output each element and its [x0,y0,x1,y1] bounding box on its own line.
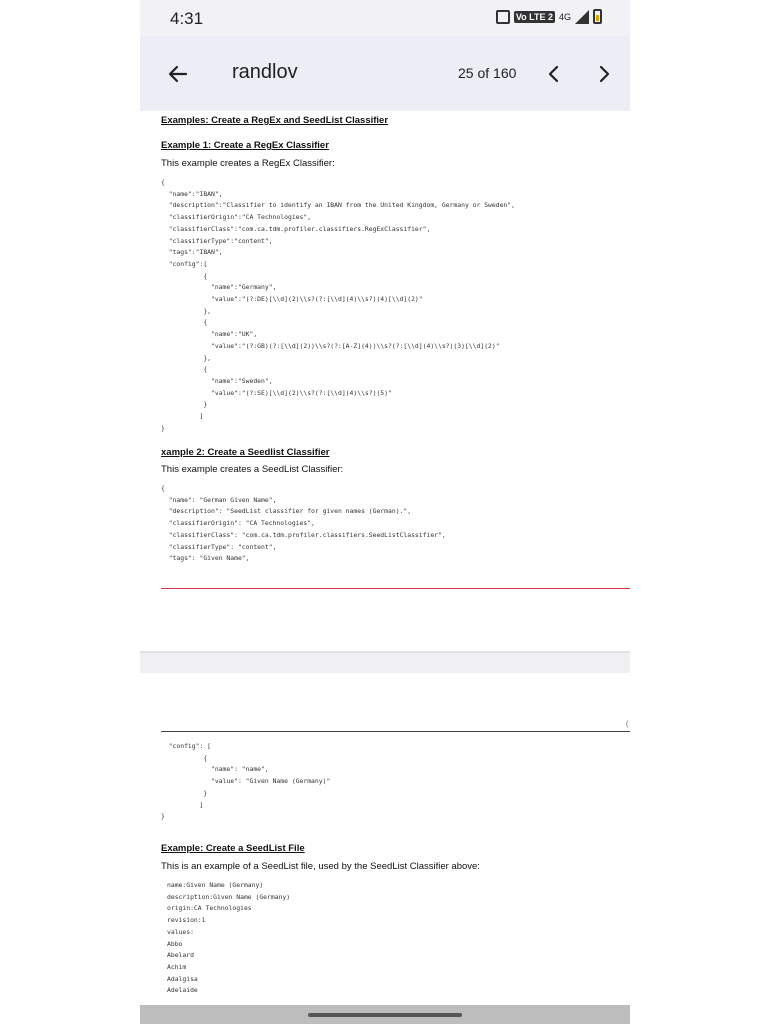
regex-classifier-code: { "name":"IBAN", "description":"Classifier to identify an IBAN from the United Kingdom, Germany or Sweden", "classifierOrigin":"CA Technologies", "classifierClass":"com.ca.tdm.profiler.classifiers.RegExClassifier", "classifierType":"content", "tags":"IBAN", "config":[ { "name":"Germany", "value":"(?:DE)[\\d](2)\\s?(?:[\\d](4)\\s?)(4)[\\d](2)" }, { "name":"UK", "value":"(?:GB)(?:[\\d](2))\\s?(?:[A-Z](4))\\s?(?:[\\d](4)\\s?)(3)[\\d](2)" }, { "name":"Sweden", "value":"(?:SE)[\\d](2)\\s?(?:[\\d](4)\\s?)(5)" } ] } [161,178,515,432]
section-heading: Examples: Create a RegEx and SeedList Classifier [161,115,389,126]
status-icons [496,9,602,24]
gesture-handle[interactable] [308,1013,462,1017]
arrow-left-icon [166,62,190,86]
previous-match-button[interactable] [538,58,570,90]
status-bar [140,0,630,36]
chevron-left-icon [544,64,564,84]
document-title: randlov [232,61,298,83]
app-bar [140,36,630,111]
example-1-description: This example creates a RegEx Classifier: [161,158,335,169]
seedlist-classifier-code-continued: "config": [ { "name": "name", "value": "Given Name (Germany)" } ] } [161,742,331,821]
document-page[interactable] [140,111,630,651]
battery-icon [593,9,602,24]
vibrate-icon [496,10,510,24]
navigation-bar [140,1005,630,1024]
example-2-description: This example creates a SeedList Classifier: [161,464,344,475]
page-footer-divider [161,588,630,589]
seedlist-classifier-code: { "name": "German Given Name", "description": "SeedList classifier for given names (German).", "classifierOrigin": "CA Technologies", "classifierClass": "com.ca.tdm.profiler.classifiers.SeedListClassifier", "classifierType": "content", "tags": "Given Name", [161,484,446,563]
page-gap [140,651,630,673]
chevron-right-icon [594,64,614,84]
next-match-button[interactable] [588,58,620,90]
network-type-label: 4G [558,11,571,22]
seedlist-file-heading: Example: Create a SeedList File [161,843,305,854]
status-time: 4:31 [170,9,204,28]
example-2-heading: xample 2: Create a Seedlist Classifier [161,447,330,458]
signal-icon [575,10,589,24]
seedlist-file-code: name:Given Name (Germany) description:Given Name (Germany) origin:CA Technologies revision:1 values: Abbo Abelard Achim Adalgisa Adelaide [167,881,291,995]
volte-icon: Vo LTE 2 [515,11,553,22]
document-page[interactable] [140,673,630,1005]
page-counter: 25 of 160 [458,65,517,81]
back-button[interactable] [162,58,194,90]
example-1-heading: Example 1: Create a RegEx Classifier [161,140,329,151]
phone-screen [140,0,630,1024]
seedlist-file-description: This is an example of a SeedList file, used by the SeedList Classifier above: [161,861,480,872]
page-edge-mark: ( [626,721,629,728]
page-header-divider [161,731,630,732]
